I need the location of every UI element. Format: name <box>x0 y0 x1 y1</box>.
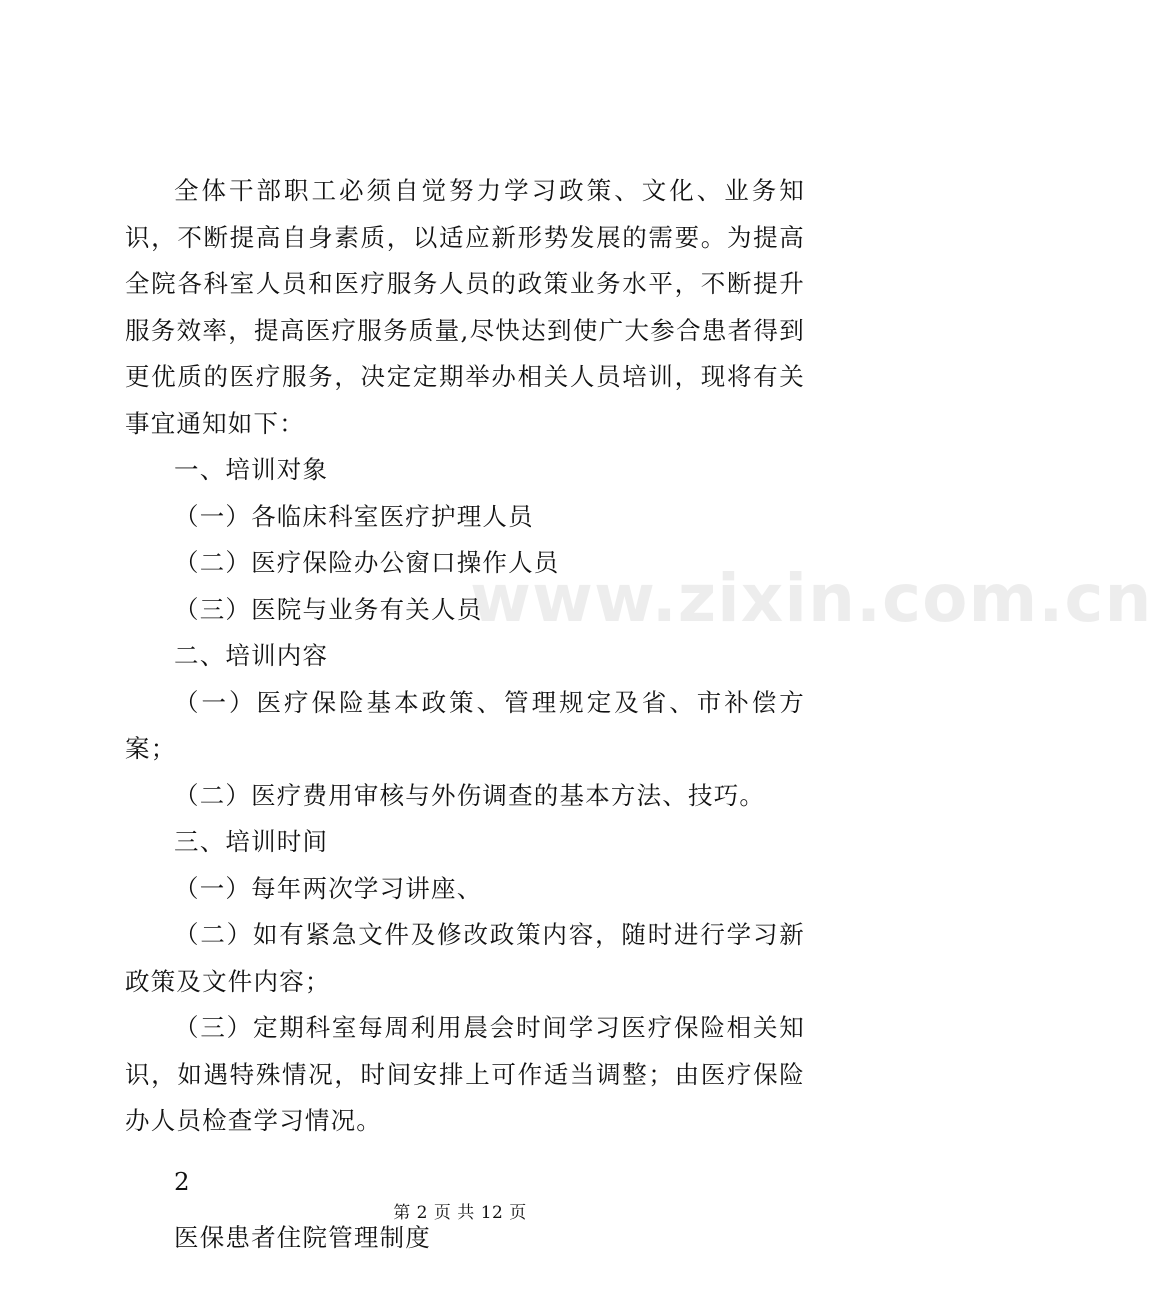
document-body <box>125 168 805 1262</box>
list-item: （一）医疗保险基本政策、管理规定及省、市补偿方案； <box>125 687 805 763</box>
list-item: （二）如有紧急文件及修改政策内容，随时进行学习新政策及文件内容； <box>125 920 805 996</box>
section-number: 2 <box>174 1166 191 1196</box>
list-item: （一）各临床科室医疗护理人员 <box>174 501 534 531</box>
list-item: （一）每年两次学习讲座、 <box>174 873 483 903</box>
intro-paragraph: 全体干部职工必须自觉努力学习政策、文化、业务知识，不断提高自身素质，以适应新形势发展的需要。为提高全院各科室人员和医疗服务人员的政策业务水平，不断提升服务效率，提高医疗服务质量,尽快达到使广大参合患者得到更优质的医疗服务，决定定期举办相关人员培训，现将有关事宜通知如下： <box>125 176 805 438</box>
next-section-title: 医保患者住院管理制度 <box>174 1223 431 1252</box>
section-heading-2: 二、培训内容 <box>174 641 329 670</box>
page-footer: 第 2 页 共 12 页 <box>393 1203 527 1223</box>
watermark: www.zixin.com.cn <box>470 560 1152 637</box>
list-item: （三）医院与业务有关人员 <box>174 594 483 624</box>
list-item: （三）定期科室每周利用晨会时间学习医疗保险相关知识，如遇特殊情况，时间安排上可作适当调整；由医疗保险办人员检查学习情况。 <box>125 1013 805 1135</box>
section-heading-1: 一、培训对象 <box>174 455 329 484</box>
list-item: （二）医疗费用审核与外伤调查的基本方法、技巧。 <box>174 780 766 810</box>
section-heading-3: 三、培训时间 <box>174 827 329 856</box>
list-item: （二）医疗保险办公窗口操作人员 <box>174 548 560 577</box>
